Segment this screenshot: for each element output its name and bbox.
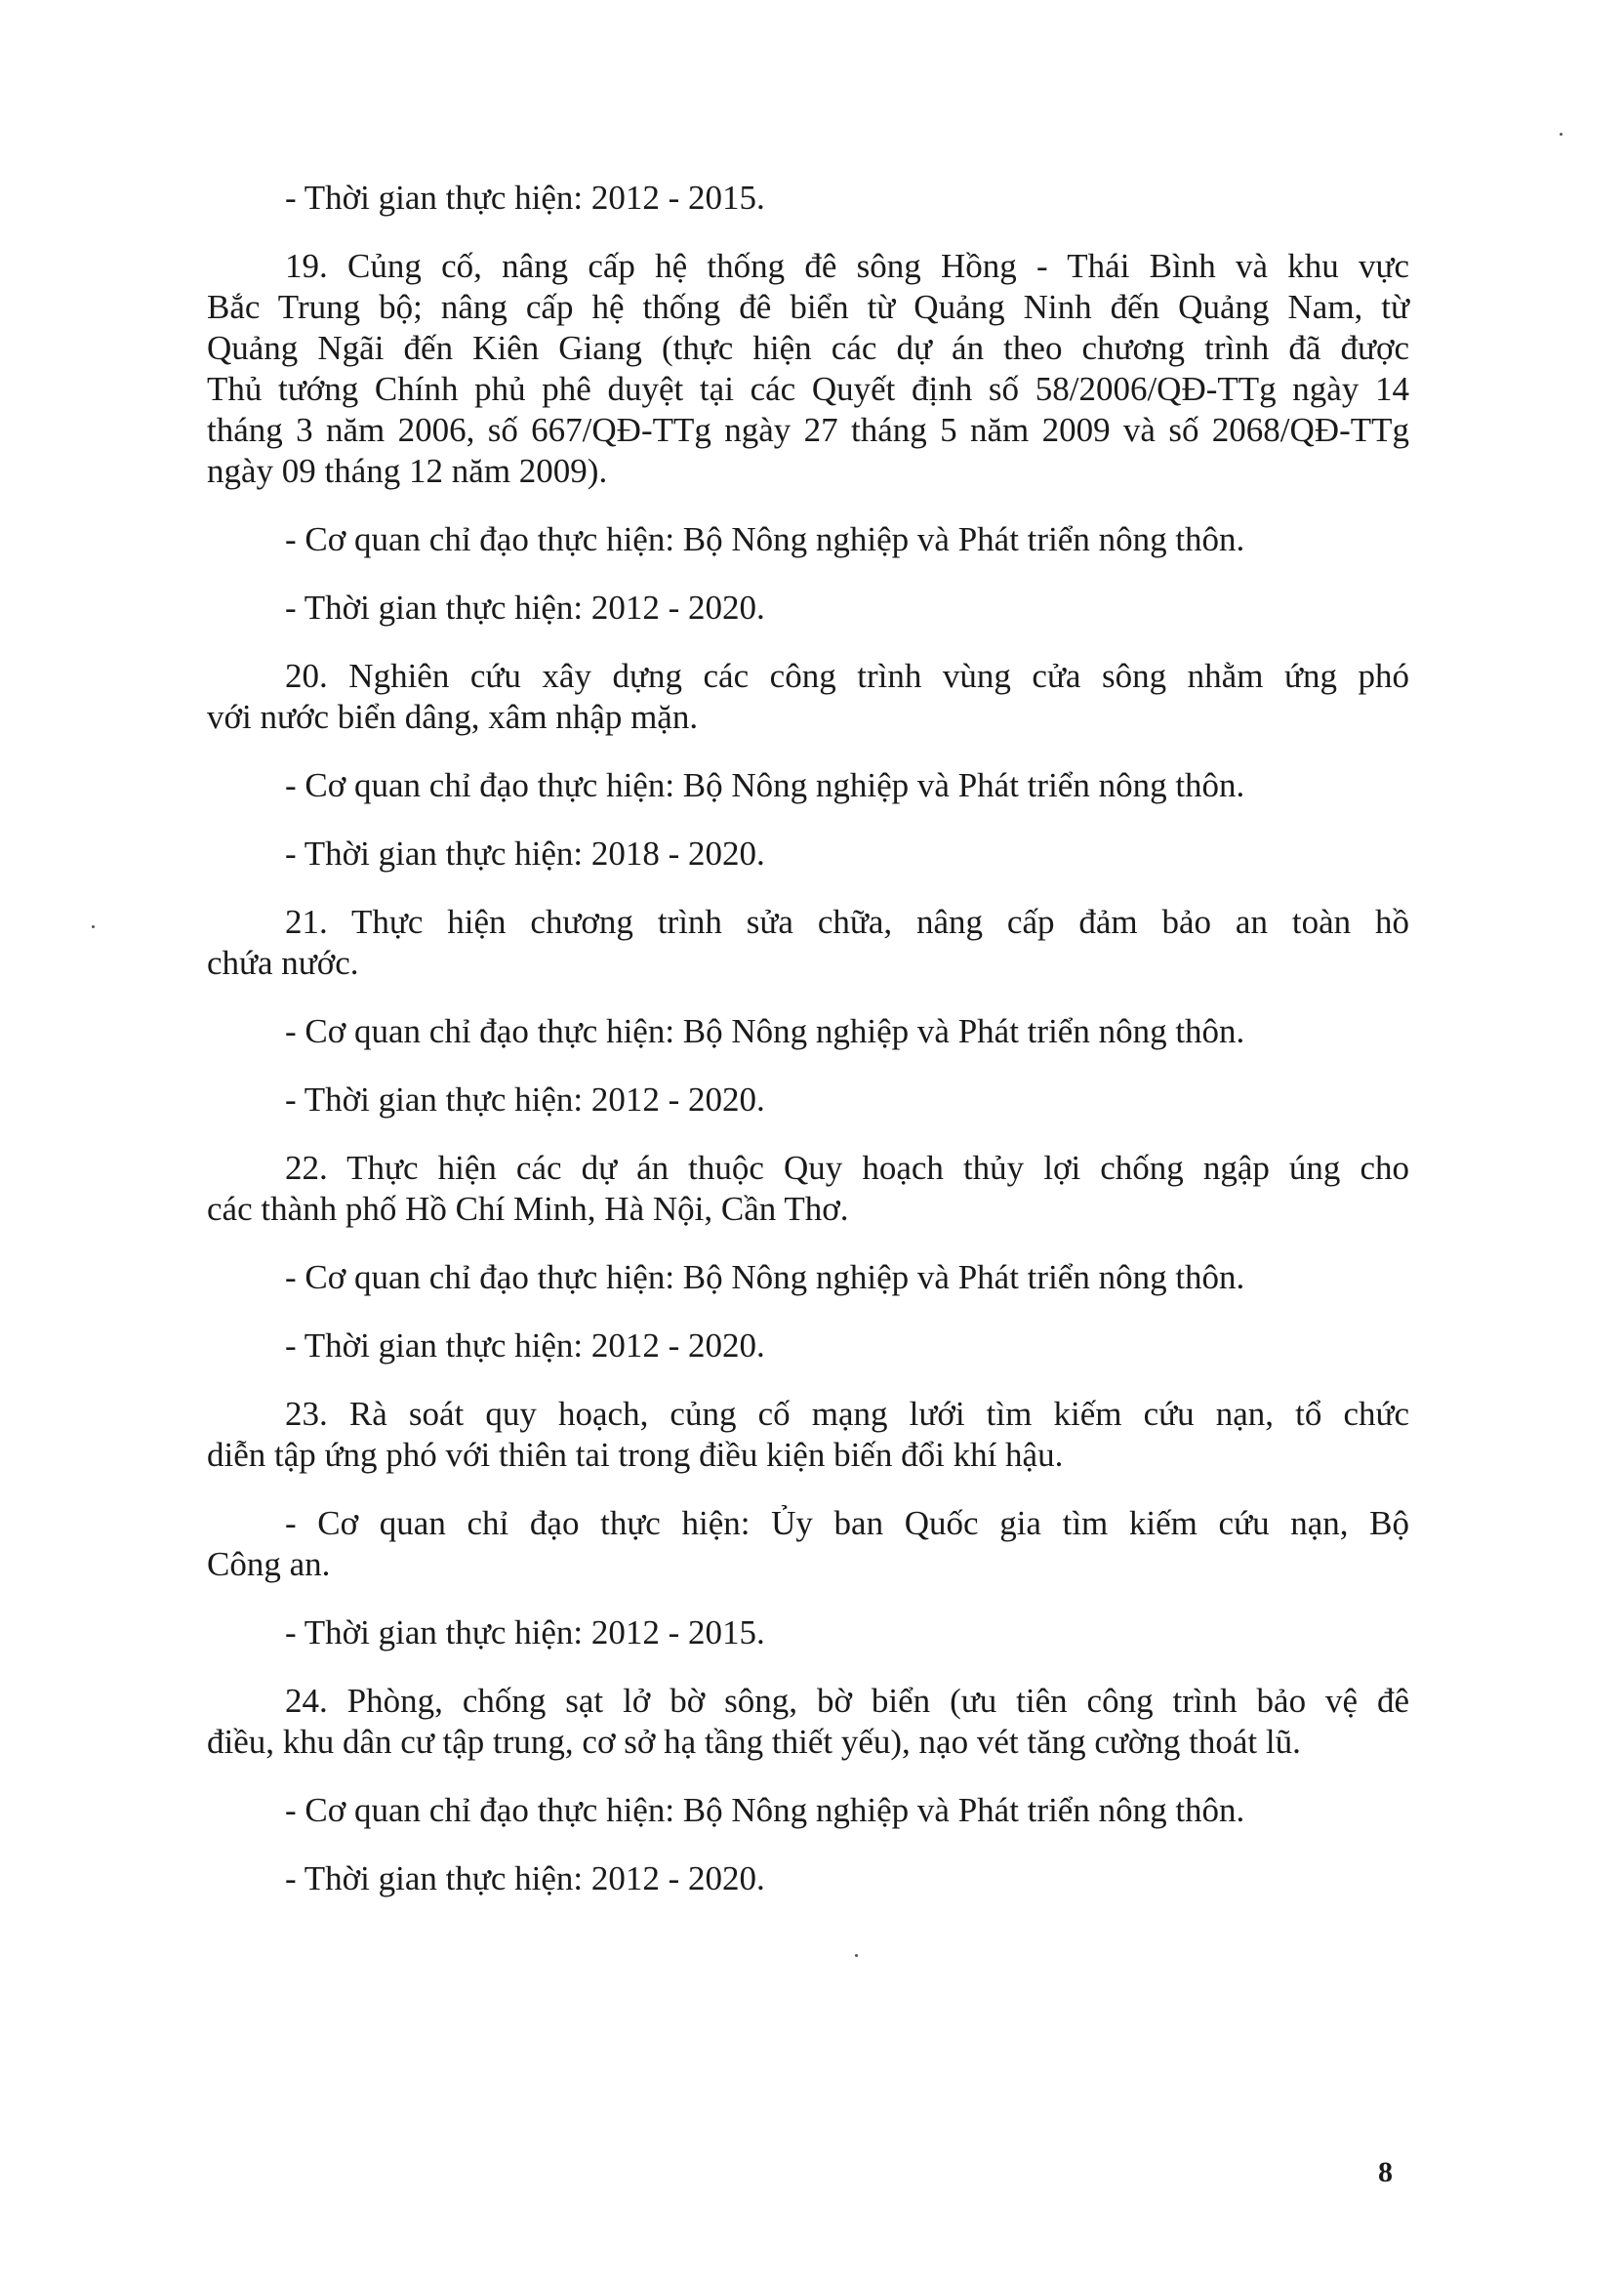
- numbered-paragraph: [207, 1681, 1409, 1763]
- paragraph-gap: [207, 738, 1409, 765]
- numbered-paragraph: [207, 1148, 1409, 1230]
- bullet-line: - Thời gian thực hiện: 2012 - 2020.: [285, 1326, 765, 1365]
- paragraph-gap: [207, 1121, 1409, 1148]
- paragraph-line: 21. Thực hiện chương trình sửa chữa, nâng cấp đảm bảo an toàn hồ: [285, 903, 1409, 941]
- bullet-line: - Thời gian thực hiện: 2012 - 2015.: [285, 1613, 765, 1651]
- paragraph-line: Quảng Ngãi đến Kiên Giang (thực hiện các dự án theo chương trình đã được: [207, 329, 1409, 367]
- paragraph-gap: [207, 1476, 1409, 1503]
- paragraph-line: - Cơ quan chỉ đạo thực hiện: Ủy ban Quốc gia tìm kiếm cứu nạn, Bộ: [285, 1504, 1409, 1542]
- paragraph-gap: [207, 1230, 1409, 1257]
- numbered-paragraph: [207, 246, 1409, 492]
- scan-speck: [1560, 133, 1563, 136]
- paragraph-gap: [207, 1653, 1409, 1681]
- document-body: [207, 178, 1409, 1899]
- paragraph-line: các thành phố Hồ Chí Minh, Hà Nội, Cần Thơ.: [207, 1190, 849, 1228]
- paragraph-gap: [207, 1585, 1409, 1612]
- bullet-line: - Cơ quan chỉ đạo thực hiện: Bộ Nông nghiệp và Phát triển nông thôn.: [285, 1012, 1245, 1050]
- paragraph-line: diễn tập ứng phó với thiên tai trong điều kiện biến đổi khí hậu.: [207, 1436, 1064, 1474]
- paragraph-gap: [207, 1298, 1409, 1325]
- bullet-line: - Cơ quan chỉ đạo thực hiện: Bộ Nông nghiệp và Phát triển nông thôn.: [285, 1791, 1245, 1829]
- paragraph-gap: [207, 806, 1409, 834]
- numbered-paragraph: [207, 902, 1409, 984]
- numbered-paragraph: [207, 1503, 1409, 1585]
- paragraph-gap: [207, 1763, 1409, 1790]
- numbered-paragraph: [207, 1394, 1409, 1476]
- paragraph-gap: [207, 1366, 1409, 1394]
- bullet-line: - Thời gian thực hiện: 2012 - 2020.: [285, 589, 765, 627]
- bullet-line: - Cơ quan chỉ đạo thực hiện: Bộ Nông nghiệp và Phát triển nông thôn.: [285, 520, 1245, 558]
- paragraph-line: Bắc Trung bộ; nâng cấp hệ thống đê biển từ Quảng Ninh đến Quảng Nam, từ: [207, 288, 1409, 326]
- paragraph-line: 24. Phòng, chống sạt lở bờ sông, bờ biển (ưu tiên công trình bảo vệ đê: [285, 1682, 1409, 1720]
- paragraph-gap: [207, 629, 1409, 656]
- paragraph-line: ngày 09 tháng 12 năm 2009).: [207, 452, 608, 490]
- bullet-line: - Thời gian thực hiện: 2012 - 2015.: [285, 179, 765, 217]
- paragraph-gap: [207, 1052, 1409, 1080]
- numbered-paragraph: [207, 656, 1409, 738]
- paragraph-line: Công an.: [207, 1545, 331, 1583]
- paragraph-line: 23. Rà soát quy hoạch, củng cố mạng lưới tìm kiếm cứu nạn, tổ chức: [285, 1395, 1409, 1433]
- paragraph-line: chứa nước.: [207, 944, 359, 982]
- paragraph-line: 19. Củng cố, nâng cấp hệ thống đê sông Hồng - Thái Bình và khu vực: [285, 247, 1409, 285]
- paragraph-gap: [207, 1831, 1409, 1858]
- paragraph-gap: [207, 492, 1409, 519]
- paragraph-line: điều, khu dân cư tập trung, cơ sở hạ tầng thiết yếu), nạo vét tăng cường thoát lũ.: [207, 1723, 1301, 1761]
- bullet-line: - Thời gian thực hiện: 2018 - 2020.: [285, 835, 765, 873]
- bullet-line: - Cơ quan chỉ đạo thực hiện: Bộ Nông nghiệp và Phát triển nông thôn.: [285, 766, 1245, 804]
- paragraph-gap: [207, 984, 1409, 1011]
- bullet-line: - Thời gian thực hiện: 2012 - 2020.: [285, 1080, 765, 1119]
- paragraph-line: tháng 3 năm 2006, số 667/QĐ-TTg ngày 27 tháng 5 năm 2009 và số 2068/QĐ-TTg: [207, 411, 1409, 449]
- paragraph-gap: [207, 219, 1409, 246]
- scan-speck: [92, 925, 95, 928]
- paragraph-gap: [207, 560, 1409, 588]
- paragraph-gap: [207, 875, 1409, 902]
- paragraph-line: 20. Nghiên cứu xây dựng các công trình vùng cửa sông nhằm ứng phó: [285, 657, 1409, 695]
- scan-speck: [855, 1954, 858, 1957]
- bullet-line: - Cơ quan chỉ đạo thực hiện: Bộ Nông nghiệp và Phát triển nông thôn.: [285, 1258, 1245, 1296]
- page-number: 8: [1378, 2156, 1393, 2188]
- paragraph-line: Thủ tướng Chính phủ phê duyệt tại các Quyết định số 58/2006/QĐ-TTg ngày 14: [207, 370, 1409, 408]
- bullet-line: - Thời gian thực hiện: 2012 - 2020.: [285, 1859, 765, 1897]
- paragraph-line: với nước biển dâng, xâm nhập mặn.: [207, 698, 699, 736]
- paragraph-line: 22. Thực hiện các dự án thuộc Quy hoạch thủy lợi chống ngập úng cho: [285, 1149, 1409, 1187]
